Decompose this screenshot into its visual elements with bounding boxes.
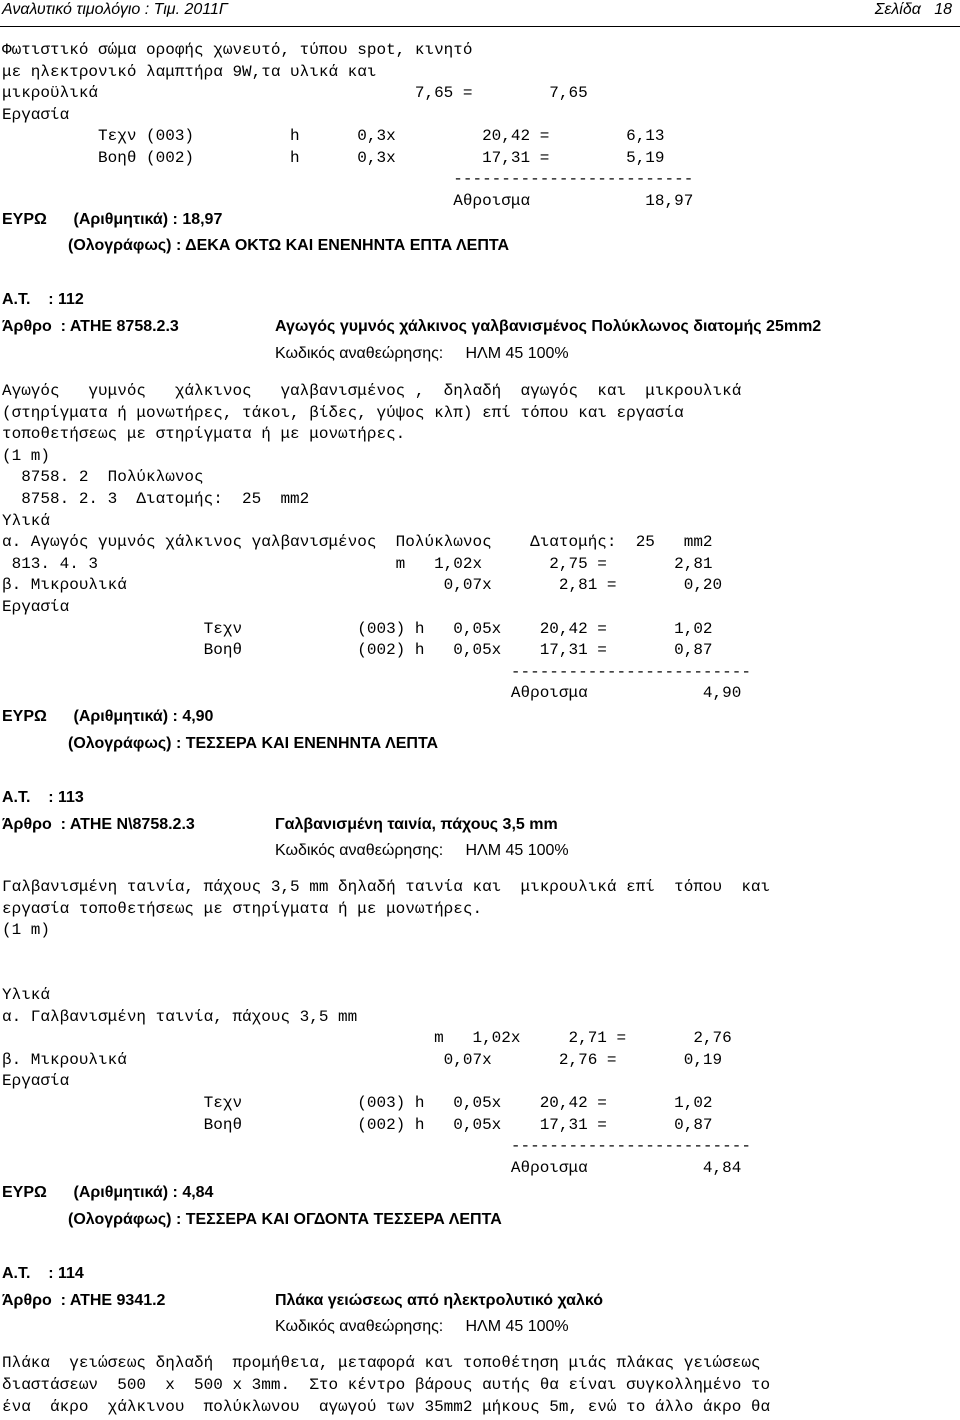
text-line: Αγωγός γυμνός χάλκινος γαλβανισμένος , δηλαδή αγωγός και μικρουλικά <box>2 382 742 400</box>
text-line: εργασία τοποθετήσεως με στηρίγματα ή με μονωτήρες. <box>2 899 483 918</box>
revision-code: Κωδικός αναθεώρησης: ΗΛΜ 45 100% <box>275 1318 569 1335</box>
text-line: Υλικά <box>2 511 51 530</box>
text-line: Φωτιστικό σώμα οροφής χωνευτό, τύπου spot, κινητό <box>2 41 473 59</box>
text-line: β. Μικρουλικά 0,07x 2,76 = 0,19 <box>2 1050 723 1069</box>
header-rule <box>0 26 960 27</box>
revision-code: Κωδικός αναθεώρησης: ΗΛΜ 45 100% <box>275 842 569 859</box>
text-line: ------------------------- <box>2 1137 751 1156</box>
text-line: m 1,02x 2,71 = 2,76 <box>2 1029 732 1048</box>
eyro-words: (Ολογράφως) : ΤΕΣΣΕΡΑ ΚΑΙ ΕΝΕΝΗΝΤΑ ΛΕΠΤΑ <box>68 735 439 752</box>
text-line: 813. 4. 3 m 1,02x 2,75 = 2,81 <box>2 554 713 573</box>
text-line: τοποθετήσεως με στηρίγματα ή με μονωτήρες. <box>2 425 406 444</box>
article-title: Γαλβανισμένη ταινία, πάχους 3,5 mm <box>275 816 558 833</box>
eyro-numeric: ΕΥΡΩ (Αριθμητικά) : 4,84 <box>2 1184 214 1201</box>
article-at: Α.Τ. : 113 <box>2 789 84 806</box>
text-line: μικροϋλικά 7,65 = 7,65 <box>2 84 588 102</box>
text-line: Αθροισμα 18,97 <box>2 191 694 210</box>
text-line: Υλικά <box>2 986 51 1004</box>
text-line: (στηρίγματα ή μονωτήρες, τάκοι, βίδες, γύψος κλπ) επί τόπου και εργασία <box>2 403 684 422</box>
eyro-numeric: ΕΥΡΩ (Αριθμητικά) : 4,90 <box>2 708 214 725</box>
text-line: Εργασία <box>2 1072 70 1091</box>
article-code: Άρθρο : ΑΤΗΕ Ν\8758.2.3 <box>2 816 195 833</box>
text-line: διαστάσεων 500 x 500 x 3mm. Στο κέντρο βάρους αυτής θα είναι συγκολλημένο το <box>2 1375 771 1394</box>
text-line: α. Αγωγός γυμνός χάλκινος γαλβανισμένος Πολύκλωνος Διατομής: 25 mm2 <box>2 533 713 552</box>
text-line: ένα άκρο χάλκινου πολύκλωνου αγωγού των 35mm2 μήκους 5m, ενώ το άλλο άκρο θα <box>2 1397 771 1416</box>
text-line: με ηλεκτρονικό λαμπτήρα 9W,τα υλικά και <box>2 62 377 81</box>
eyro-numeric: ΕΥΡΩ (Αριθμητικά) : 18,97 <box>2 211 223 228</box>
text-line: Τεχν (003) h 0,05x 20,42 = 1,02 <box>2 619 713 638</box>
text-line: ------------------------- <box>2 170 694 188</box>
text-line: (1 m) <box>2 921 51 940</box>
text-line: Βοηθ (002) h 0,3x 17,31 = 5,19 <box>2 148 665 167</box>
text-line: ------------------------- <box>2 662 751 681</box>
revision-code: Κωδικός αναθεώρησης: ΗΛΜ 45 100% <box>275 345 569 362</box>
eyro-words: (Ολογράφως) : ΤΕΣΣΕΡΑ ΚΑΙ ΟΓΔΟΝΤΑ ΤΕΣΣΕΡΑ ΛΕΠΤΑ <box>68 1211 502 1228</box>
text-line: Γαλβανισμένη ταινία, πάχους 3,5 mm δηλαδή ταινία και μικρουλικά επί τόπου και <box>2 878 771 896</box>
text-line: Τεχν (003) h 0,05x 20,42 = 1,02 <box>2 1094 713 1112</box>
text-line: Τεχν (003) h 0,3x 20,42 = 6,13 <box>2 127 665 145</box>
article-title: Πλάκα γειώσεως από ηλεκτρολυτικό χαλκό <box>275 1292 604 1309</box>
text-line: Εργασία <box>2 105 70 124</box>
text-line: 8758. 2. 3 Διατομής: 25 mm2 <box>2 490 310 508</box>
text-line: α. Γαλβανισμένη ταινία, πάχους 3,5 mm <box>2 1007 358 1026</box>
page-number: Σελίδα 18 <box>874 1 952 18</box>
article-code: Άρθρο : ΑΤΗΕ 8758.2.3 <box>2 318 179 335</box>
article-code: Άρθρο : ΑΤΗΕ 9341.2 <box>2 1292 166 1309</box>
text-line: 8758. 2 Πολύκλωνος <box>2 468 204 487</box>
article-at: Α.Τ. : 112 <box>2 291 84 308</box>
text-line: Αθροισμα 4,90 <box>2 684 742 703</box>
eyro-words: (Ολογράφως) : ΔΕΚΑ ΟΚΤΩ ΚΑΙ ΕΝΕΝΗΝΤΑ ΕΠΤΑ ΛΕΠΤΑ <box>68 237 510 254</box>
article-at: Α.Τ. : 114 <box>2 1265 84 1282</box>
text-line: β. Μικρουλικά 0,07x 2,81 = 0,20 <box>2 576 723 595</box>
article-title: Αγωγός γυμνός χάλκινος γαλβανισμένος Πολύκλωνος διατομής 25mm2 <box>275 318 822 335</box>
text-line: Βοηθ (002) h 0,05x 17,31 = 0,87 <box>2 641 713 660</box>
text-line: Εργασία <box>2 598 70 616</box>
document-title: Αναλυτικό τιμολόγιο : Τιμ. 2011Γ <box>2 1 228 18</box>
text-line: Πλάκα γειώσεως δηλαδή προμήθεια, μεταφορά και τοποθέτηση μιάς πλάκας γειώσεως <box>2 1354 761 1372</box>
text-line: Βοηθ (002) h 0,05x 17,31 = 0,87 <box>2 1115 713 1134</box>
text-line: (1 m) <box>2 446 51 465</box>
text-line: Αθροισμα 4,84 <box>2 1158 742 1177</box>
